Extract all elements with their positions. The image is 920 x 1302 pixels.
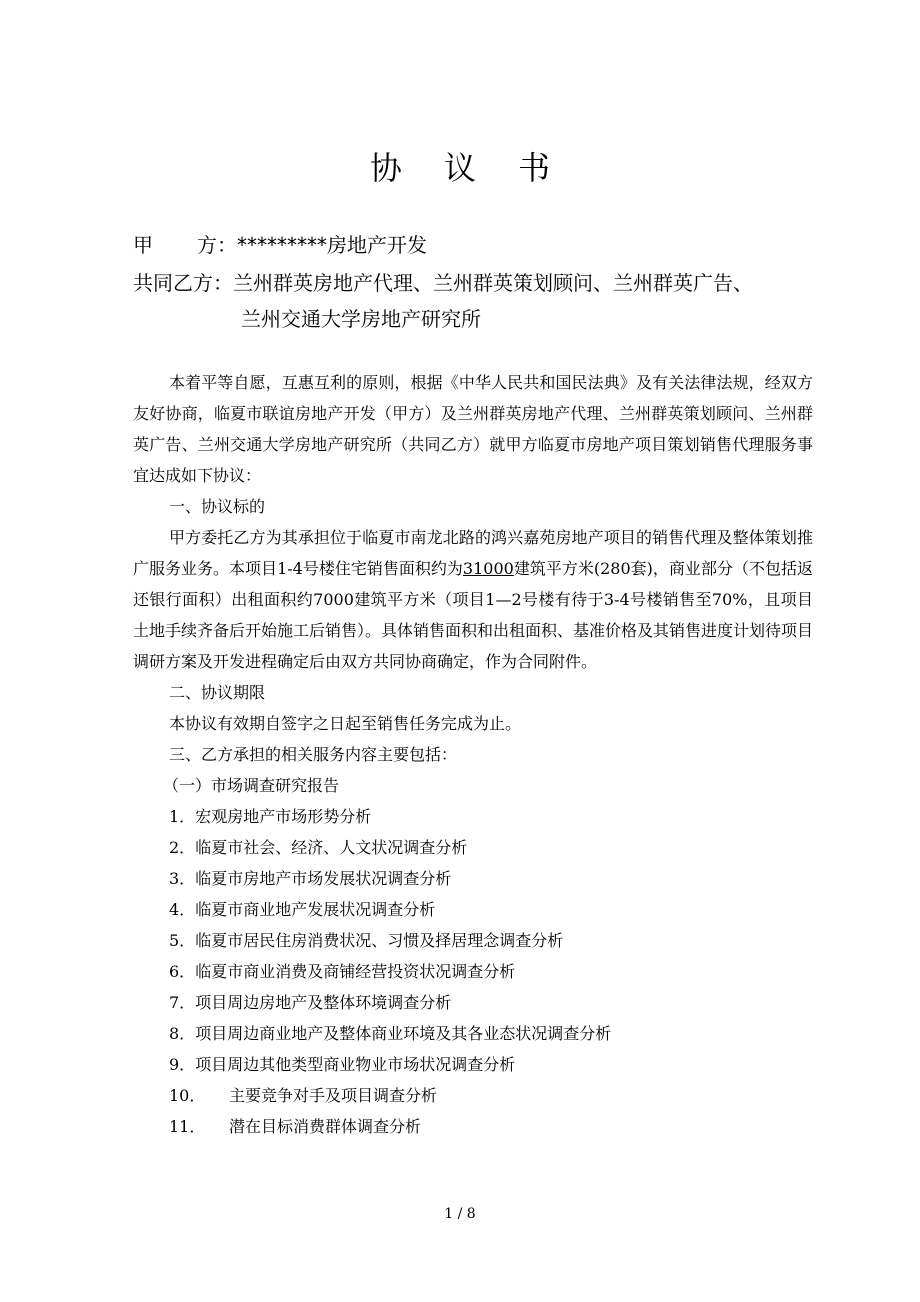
section-3-heading: 三、乙方承担的相关服务内容主要包括： xyxy=(169,745,458,764)
list-item xyxy=(133,956,813,987)
party-b-value-2: 兰州交通大学房地产研究所 xyxy=(241,307,481,331)
list-item-number: 10． xyxy=(169,1086,206,1105)
list-item-text: 项目周边房地产及整体环境调查分析 xyxy=(195,993,452,1012)
party-b-line-2 xyxy=(241,301,481,337)
list-item-text: 临夏市社会、经济、人文状况调查分析 xyxy=(195,838,468,857)
party-b-value-1: 兰州群英房地产代理、兰州群英策划顾问、兰州群英广告、 xyxy=(233,271,753,295)
list-item xyxy=(133,832,813,863)
section-1-heading: 一、协议标的 xyxy=(169,497,266,516)
section-1-text-b: 建筑平方米(280套)，商业部分（不包括返还银行面积）出租面积约7000建筑平方米（项目1—2号楼有待于3-4号楼销售至70%，且项目土地手续齐备后开始施工后销售）。具体销售面积和出租面积、基准价格及其销售进度计划待项目调研方案及开发进程确定后由双方共同协商确定，作为合同附件。 xyxy=(133,559,814,671)
list-item xyxy=(133,1018,813,1049)
party-a-line xyxy=(133,227,427,263)
list-item-text: 项目周边商业地产及整体商业环境及其各业态状况调查分析 xyxy=(195,1024,612,1043)
party-b-label: 共同乙方： xyxy=(133,271,233,295)
party-b-line xyxy=(133,265,753,301)
section-1-text-a: 甲方委托乙方为其承担位于临夏市南龙北路的鸿兴嘉苑房地产项目的销售代理及整体策划推广服务业务。本项目1-4号楼住宅销售面积约为 xyxy=(133,528,813,578)
list-item-text: 临夏市商业消费及商铺经营投资状况调查分析 xyxy=(195,962,516,981)
list-item xyxy=(133,987,813,1018)
list-item xyxy=(133,894,813,925)
list-item-number: 2． xyxy=(169,838,196,857)
party-a-label-1: 甲 xyxy=(133,233,153,257)
list-item xyxy=(133,863,813,894)
list-item xyxy=(133,801,813,832)
list-item-number: 8． xyxy=(169,1024,196,1043)
list-item-number: 6． xyxy=(169,962,196,981)
list-item xyxy=(133,925,813,956)
list-item-number: 3． xyxy=(169,869,196,888)
list-item-number: 1． xyxy=(169,807,196,826)
list-item-text: 项目周边其他类型商业物业市场状况调查分析 xyxy=(195,1055,516,1074)
section-3-sub-heading: （一）市场调查研究报告 xyxy=(163,776,340,795)
document-body xyxy=(133,367,813,1142)
section-2-heading: 二、协议期限 xyxy=(169,683,266,702)
document-title: 协 议 书 xyxy=(369,149,567,187)
intro-paragraph: 本着平等自愿，互惠互利的原则，根据《中华人民共和国民法典》及有关法律法规，经双方友好协商，临夏市联谊房地产开发（甲方）及兰州群英房地产代理、兰州群英策划顾问、兰州群英广告、兰州交通大学房地产研究所（共同乙方）就甲方临夏市房地产项目策划销售代理服务事宜达成如下协议： xyxy=(133,373,813,485)
list-item-text: 主要竞争对手及项目调查分析 xyxy=(229,1086,438,1105)
list-item-text: 宏观房地产市场形势分析 xyxy=(195,807,372,826)
section-1-paragraph xyxy=(133,522,813,677)
list-item-text: 临夏市居民住房消费状况、习惯及择居理念调查分析 xyxy=(195,931,564,950)
page-number: 1 / 8 xyxy=(444,1206,476,1222)
list-item xyxy=(133,1111,813,1142)
party-a-value: *********房地产开发 xyxy=(237,233,427,257)
list-item-text: 临夏市房地产市场发展状况调查分析 xyxy=(195,869,452,888)
list-item-number: 11． xyxy=(169,1117,206,1136)
list-item-text: 潜在目标消费群体调查分析 xyxy=(229,1117,422,1136)
service-list xyxy=(133,801,813,1142)
party-a-label-2: 方： xyxy=(197,233,237,257)
list-item-number: 4． xyxy=(169,900,196,919)
list-item-number: 9． xyxy=(169,1055,196,1074)
section-2-paragraph: 本协议有效期自签字之日起至销售任务完成为止。 xyxy=(169,714,522,733)
list-item-number: 5． xyxy=(169,931,196,950)
sales-area-value: 31000 xyxy=(462,559,514,578)
list-item-text: 临夏市商业地产发展状况调查分析 xyxy=(195,900,436,919)
list-item xyxy=(133,1080,813,1111)
list-item-number: 7． xyxy=(169,993,196,1012)
list-item xyxy=(133,1049,813,1080)
